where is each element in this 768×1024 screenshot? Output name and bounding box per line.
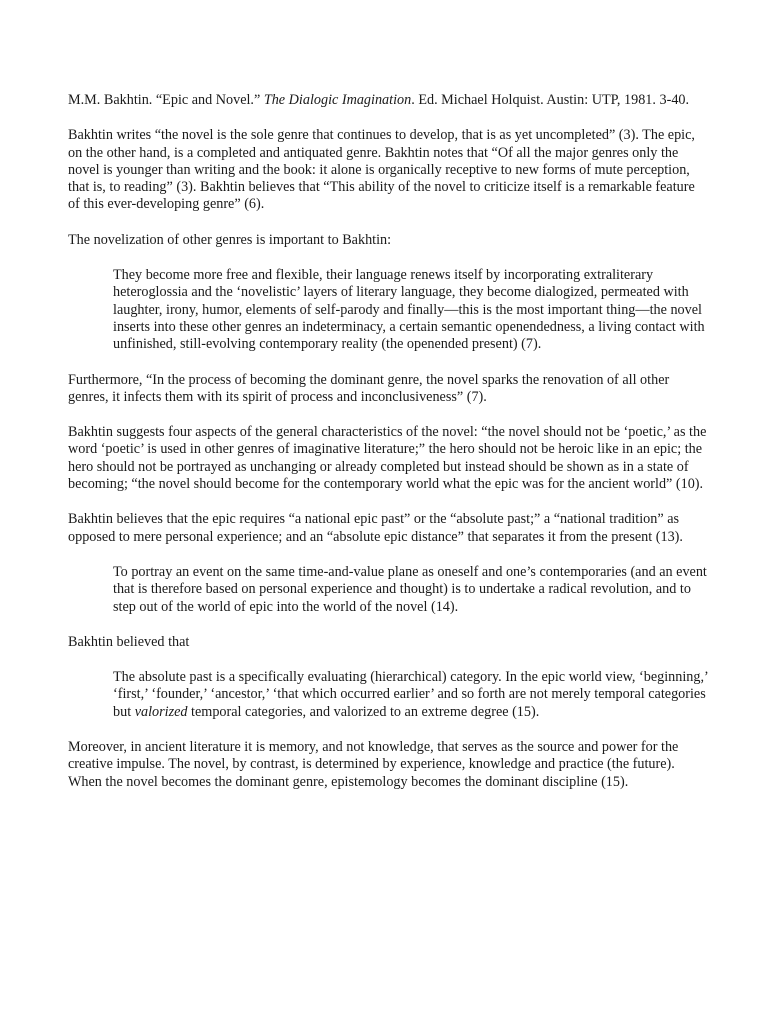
paragraph-6: Bakhtin believed that <box>68 633 190 650</box>
paragraph-7: Moreover, in ancient literature it is memory, and not knowledge, that serves as the source and power for the creative impulse. The novel, by contrast, is determined by experience, knowledge and practice (the future). When the novel becomes the dominant genre, epistemology becomes the dominant discipline (15). <box>68 739 679 790</box>
paragraph-1: Bakhtin writes “the novel is the sole genre that continues to develop, that is as yet uncompleted” (3). The epic, on the other hand, is a completed and antiquated genre. Bakhtin notes that “Of all the major genres only the novel is younger than writing and the book: it alone is organically receptive to new forms of mute perception, that is, to reading” (3). Bakhtin believes that “This ability of the novel to criticize itself is a remarkable feature of this ever-developing genre” (6). <box>68 127 695 213</box>
block-quote-3-text-a: The absolute past is a specifically evaluating (hierarchical) category. In the epic world view, ‘beginning,’ ‘first,’ ‘founder,’ ‘ancestor,’ ‘that which occurred earlier’ and so forth are not merely temporal categories but <box>113 669 708 720</box>
block-quote-3 <box>113 669 708 721</box>
paragraph-2: The novelization of other genres is important to Bakhtin: <box>68 231 392 248</box>
document-body <box>68 92 708 809</box>
paragraph-3: Furthermore, “In the process of becoming the dominant genre, the novel sparks the renovation of all other genres, it infects them with its spirit of process and inconclusiveness” (7). <box>68 371 670 405</box>
block-quote-3-text-b: temporal categories, and valorized to an extreme degree (15). <box>187 703 540 720</box>
citation-details: . Ed. Michael Holquist. Austin: UTP, 1981. 3-40. <box>411 92 690 108</box>
paragraph-4: Bakhtin suggests four aspects of the general characteristics of the novel: “the novel should not be ‘poetic,’ as the word ‘poetic’ is used in other genres of imaginative literature;” the hero should not be heroic like in an epic; the hero should not be portrayed as unchanging or already completed but instead should be shown as in a state of becoming; “the novel should become for the contemporary world what the epic was for the ancient world” (10). <box>68 424 707 493</box>
paragraph-5: Bakhtin believes that the epic requires “a national epic past” or the “absolute past;” a “national tradition” as opposed to mere personal experience; and an “absolute epic distance” that separates it from the present (13). <box>68 511 683 545</box>
block-quote-3-italic: valorized <box>134 703 188 720</box>
citation-author: M.M. Bakhtin. “Epic and Novel.” <box>68 92 264 108</box>
block-quote-1: They become more free and flexible, their language renews itself by incorporating extraliterary heteroglossia and the ‘novelistic’ layers of literary language, they become dialogized, permeated with laughter, irony, humor, elements of self-parody and finally—this is the most important thing—the novel inserts into these other genres an indeterminacy, a certain semantic openendedness, a living contact with unfinished, still-evolving contemporary reality (the openended present) (7). <box>113 267 705 353</box>
citation-book-title: The Dialogic Imagination <box>263 92 412 108</box>
block-quote-2: To portray an event on the same time-and-value plane as oneself and one’s contemporaries (and an event that is therefore based on personal experience and thought) is to undertake a radical revolution, and to step out of the world of epic into the world of the novel (14). <box>113 563 707 615</box>
citation <box>68 92 708 109</box>
